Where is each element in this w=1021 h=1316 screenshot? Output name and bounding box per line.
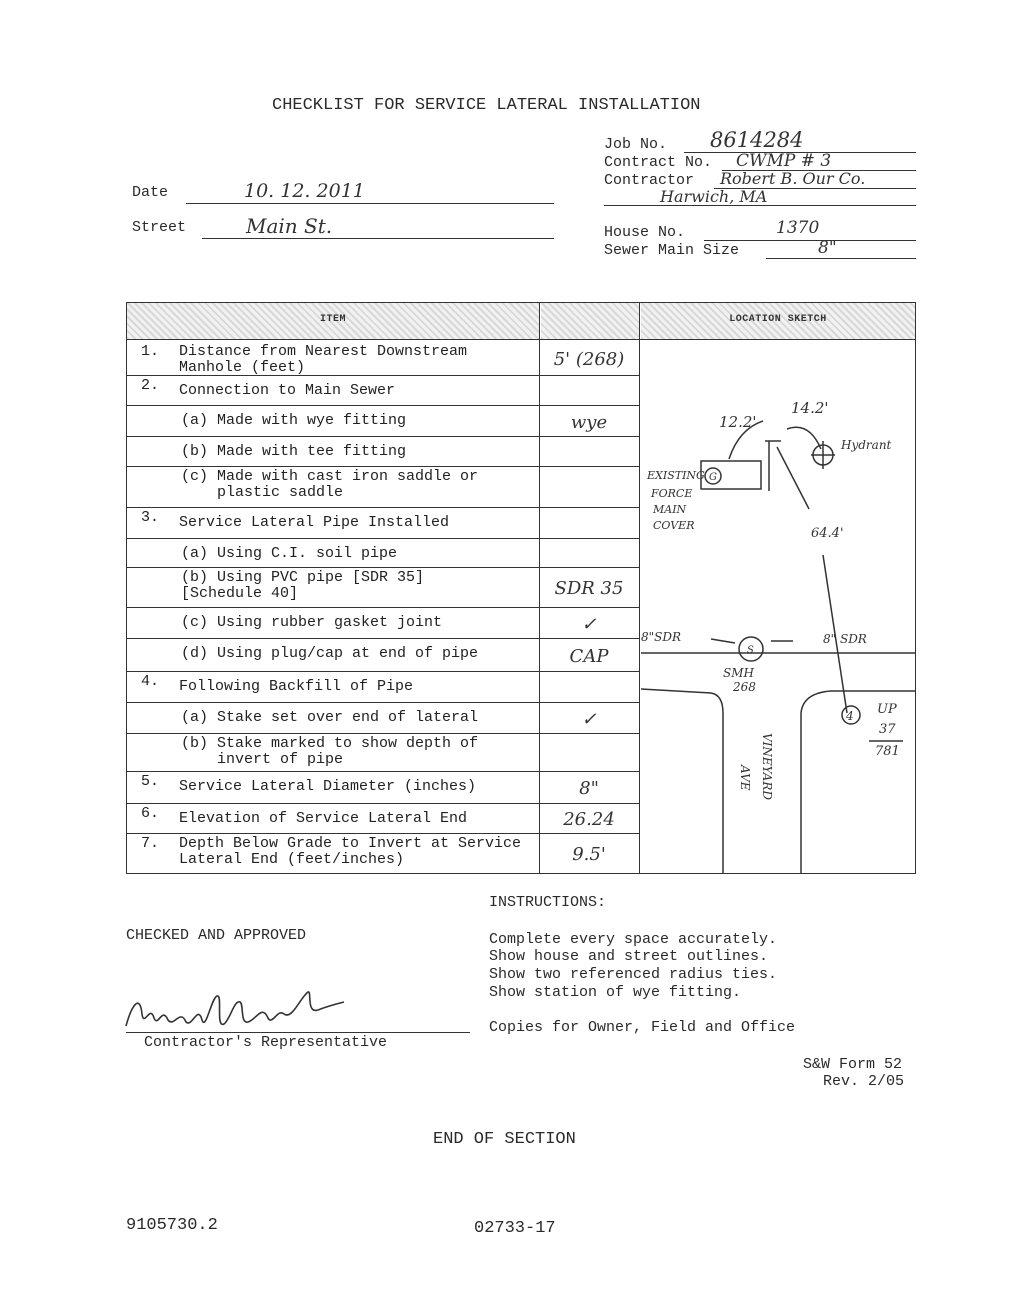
row-text: (c) Using rubber gasket joint: [181, 614, 443, 631]
item-header: ITEM: [319, 314, 346, 325]
signature: [122, 984, 352, 1036]
job-no-label: Job No.: [604, 136, 668, 153]
street-label: Street: [132, 219, 187, 236]
sketch-main: MAIN: [653, 503, 687, 516]
form-rev: Rev. 2/05: [823, 1073, 905, 1090]
sketch-header: LOCATION SKETCH: [729, 314, 827, 325]
checked-approved-label: CHECKED AND APPROVED: [126, 927, 307, 944]
page-title: CHECKLIST FOR SERVICE LATERAL INSTALLATION: [272, 96, 701, 115]
contractor-label: Contractor: [604, 172, 695, 189]
street-value: Main St.: [246, 214, 333, 238]
footer-center: 02733-17: [474, 1219, 556, 1238]
date-value: 10. 12. 2011: [244, 180, 365, 202]
row-text: Depth Below Grade to Invert at Service Lateral End (feet/inches): [179, 835, 522, 868]
instruction-line-2: Show house and street outlines.: [489, 948, 769, 965]
row-text: (a) Stake set over end of lateral: [181, 709, 479, 726]
sketch-dist2: 14.2': [791, 399, 829, 417]
row-text: Following Backfill of Pipe: [179, 678, 414, 695]
instructions-heading: INSTRUCTIONS:: [489, 894, 607, 911]
row-text: (a) Made with wye fitting: [181, 412, 407, 429]
row-number: 4.: [141, 673, 160, 690]
row-number: 2.: [141, 377, 160, 394]
row-text: (a) Using C.I. soil pipe: [181, 545, 398, 562]
instructions-copies: Copies for Owner, Field and Office: [489, 1019, 796, 1036]
footer-left: 9105730.2: [126, 1216, 218, 1235]
sketch-up-num1: 37: [879, 722, 896, 737]
sketch-up: UP: [877, 702, 897, 717]
contractor-city: Harwich, MA: [660, 187, 768, 206]
sketch-street1: AVE: [738, 765, 752, 791]
row-text: Elevation of Service Lateral End: [179, 810, 468, 827]
row-text: (b) Stake marked to show depth of invert of pipe: [181, 735, 479, 768]
sketch-force: FORCE: [651, 487, 693, 500]
row-text: (b) Made with tee fitting: [181, 443, 407, 460]
row-text: (b) Using PVC pipe [SDR 35] [Schedule 40]: [181, 569, 425, 602]
row-text: (d) Using plug/cap at end of pipe: [181, 645, 479, 662]
row-value: 26.24: [563, 809, 615, 830]
row-value: 9.5': [572, 844, 606, 865]
row-value: SDR 35: [554, 578, 624, 599]
row-value: CAP: [569, 645, 609, 667]
row-text: Service Lateral Diameter (inches): [179, 778, 477, 795]
sketch-smh: SMH: [723, 666, 754, 680]
sketch-pole-label: 4: [846, 709, 854, 723]
sketch-manhole-label: S: [747, 645, 754, 656]
sewer-main-label: Sewer Main Size: [604, 242, 740, 259]
rep-label: Contractor's Representative: [144, 1034, 388, 1051]
row-number: 7.: [141, 835, 160, 852]
row-value: ✓: [581, 708, 597, 730]
sketch-valve-label: G: [709, 472, 717, 483]
end-of-section: END OF SECTION: [433, 1130, 576, 1149]
sketch-dist1: 12.2': [719, 413, 757, 431]
contract-no-value: CWMP # 3: [736, 151, 832, 171]
instruction-line-1: Complete every space accurately.: [489, 931, 778, 948]
row-number: 3.: [141, 509, 160, 526]
sketch-sdr-left: 8"SDR: [641, 630, 682, 644]
sketch-smh-num: 268: [733, 680, 756, 694]
row-text: Service Lateral Pipe Installed: [179, 514, 450, 531]
row-text: Distance from Nearest Downstream Manhole (feet): [179, 343, 468, 376]
sketch-dist3: 64.4': [811, 526, 844, 541]
house-no-value: 1370: [776, 218, 820, 238]
job-no-value: 8614284: [710, 128, 804, 152]
checklist-table: [126, 302, 916, 874]
instruction-line-3: Show two referenced radius ties.: [489, 966, 778, 983]
date-label: Date: [132, 184, 169, 201]
row-number: 5.: [141, 773, 160, 790]
row-value: 8": [579, 778, 599, 799]
house-no-label: House No.: [604, 224, 686, 241]
location-sketch: [641, 341, 915, 873]
contractor-value: Robert B. Our Co.: [720, 169, 866, 188]
row-text: (c) Made with cast iron saddle or plastic saddle: [181, 468, 479, 501]
instruction-line-4: Show station of wye fitting.: [489, 984, 742, 1001]
row-text: Connection to Main Sewer: [179, 382, 396, 399]
sewer-main-value: 8": [818, 238, 837, 258]
sketch-street2: VINEYARD: [760, 733, 774, 800]
sketch-hydrant: Hydrant: [841, 438, 892, 452]
sketch-up-num2: 781: [875, 744, 900, 759]
row-value: wye: [570, 411, 608, 433]
sketch-existing: EXISTING: [647, 469, 705, 482]
form-name: S&W Form 52: [803, 1056, 903, 1073]
sketch-sdr-right: 8" SDR: [823, 632, 867, 646]
row-number: 6.: [141, 805, 160, 822]
row-value: ✓: [581, 613, 597, 635]
row-value: 5' (268): [553, 349, 625, 370]
row-number: 1.: [141, 343, 160, 360]
sketch-cover: COVER: [653, 519, 695, 532]
contract-no-label: Contract No.: [604, 154, 713, 171]
